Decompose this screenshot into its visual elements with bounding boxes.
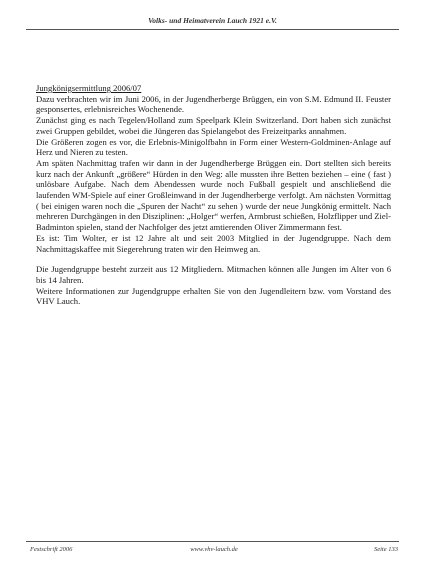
closing-paragraph-1: Die Jugendgruppe besteht zurzeit aus 12 Mitgliedern. Mitmachen können alle Jungen im Alter von 6 bis 14 Jahren. [36, 264, 391, 285]
article-body [36, 83, 391, 307]
paragraph-3: Die Größeren zogen es vor, die Erlebnis-Minigolfbahn in Form einer Western-Goldminen-Anlage auf Herz und Nieren zu testen. [36, 136, 391, 158]
paragraph-1: Dazu verbrachten wir im Juni 2006, in der Jugendherberge Brüggen, ein von S.M. Edmund II. Feuster gesponsertes, erlebnisreiches Wochenende. [36, 93, 391, 115]
footer-publication: Festschrift 2006 [30, 546, 73, 553]
closing-paragraph-2: Weitere Informationen zur Jugendgruppe erhalten Sie von den Jugendleitern bzw. vom Vorstand des VHV Lauch. [36, 285, 391, 307]
paragraph-2: Zunächst ging es nach Tegelen/Holland zum Speelpark Klein Switzerland. Dort haben sich zunächst zwei Gruppen gebildet, wobei die Jüngeren das Spielangebot des Freizeitparks annahmen. [36, 115, 391, 136]
footer-page-number: Seite 133 [373, 546, 398, 553]
footer-divider [26, 541, 399, 542]
footer-website: www.vhv-lauch.de [190, 546, 238, 553]
page-header: Volks- und Heimatverein Lauch 1921 e.V. [148, 16, 277, 25]
header-divider [26, 29, 399, 30]
paragraph-5: Es ist: Tim Wolter, er ist 12 Jahre alt und seit 2003 Mitglied in der Jugendgruppe. Nach dem Nachmittagskaffee mit Siegerehrung traten wir den Heimweg an. [36, 232, 391, 254]
paragraph-spacer [36, 254, 391, 264]
article-title: Jungkönigsermittlung 2006/07 [36, 83, 142, 93]
paragraph-4: Am späten Nachmittag trafen wir dann in der Jugendherberge Brüggen ein. Dort stellten sich bereits kurz nach der Ankunft „größere“ Hürden in den Weg: alle mussten ihre Betten beziehen – eine ( fast ) unlösbare Aufgabe. Nach dem Abendessen wurde noch Fußball gespielt und anschließend die laufenden WM-Spiele auf einer Großleinwand in der Jugendherberge verfolgt. Am nächsten Vormittag ( bei einigen waren noch die „Spuren der Nacht“ zu sehen ) wurde der neue Jungkönig ermittelt. Nach mehreren Durchgängen in den Disziplinen: „Holger“ werfen, Armbrust schießen, Holzflipper und Ziel-Badminton spielen, stand der Nachfolger des jetzt amtierenden Oliver Zimmermann fest. [36, 157, 391, 233]
